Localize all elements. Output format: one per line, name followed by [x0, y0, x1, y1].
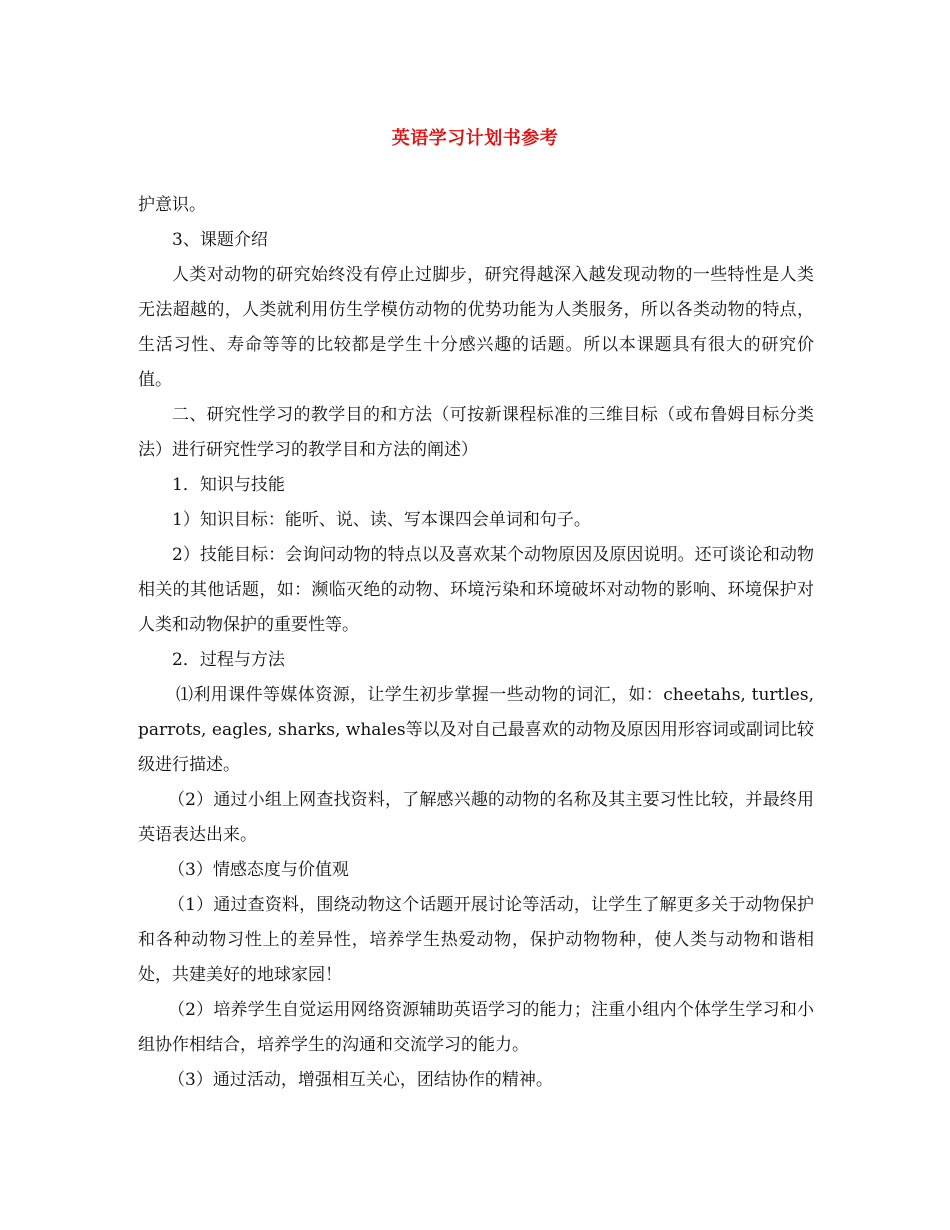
- paragraph-4: 二、研究性学习的教学目的和方法（可按新课程标准的三维目标（或布鲁姆目标分类法）进行研究性学习的教学目和方法的阐述）: [138, 405, 814, 460]
- paragraph-8: 2．过程与方法: [172, 650, 285, 670]
- paragraph-5: 1．知识与技能: [172, 475, 285, 495]
- paragraph-10: （2）通过小组上网查找资料，了解感兴趣的动物的名称及其主要习性比较，并最终用英语表达出来。: [138, 790, 814, 845]
- paragraph-11: （3）情感态度与价值观: [168, 860, 349, 880]
- paragraph-9: ⑴利用课件等媒体资源，让学生初步掌握一些动物的词汇，如：cheetahs, turtles, parrots, eagles, sharks, whales等以及对自己最喜欢的动物及原因用形容词或副词比较级进行描述。: [138, 685, 814, 775]
- paragraph-12: （1）通过查资料，围绕动物这个话题开展讨论等活动，让学生了解更多关于动物保护和各种动物习性上的差异性，培养学生热爱动物，保护动物物种，使人类与动物和谐相处，共建美好的地球家园！: [138, 895, 814, 985]
- paragraph-14: （3）通过活动，增强相互关心，团结协作的精神。: [168, 1070, 553, 1090]
- paragraph-7: 2）技能目标：会询问动物的特点以及喜欢某个动物原因及原因说明。还可谈论和动物相关的其他话题，如：濒临灭绝的动物、环境污染和环境破坏对动物的影响、环境保护对人类和动物保护的重要性等。: [138, 545, 814, 635]
- document-title: 英语学习计划书参考: [391, 128, 559, 149]
- document-body: [138, 188, 814, 1098]
- paragraph-13: （2）培养学生自觉运用网络资源辅助英语学习的能力；注重小组内个体学生学习和小组协作相结合，培养学生的沟通和交流学习的能力。: [138, 1000, 814, 1055]
- paragraph-6: 1）知识目标：能听、说、读、写本课四会单词和句子。: [172, 510, 591, 530]
- paragraph-2: 3、课题介绍: [172, 230, 268, 250]
- paragraph-3: 人类对动物的研究始终没有停止过脚步，研究得越深入越发现动物的一些特性是人类无法超越的，人类就利用仿生学模仿动物的优势功能为人类服务，所以各类动物的特点，生活习性、寿命等等的比较都是学生十分感兴趣的话题。所以本课题具有很大的研究价值。: [138, 265, 814, 390]
- paragraph-1: 护意识。: [138, 195, 206, 215]
